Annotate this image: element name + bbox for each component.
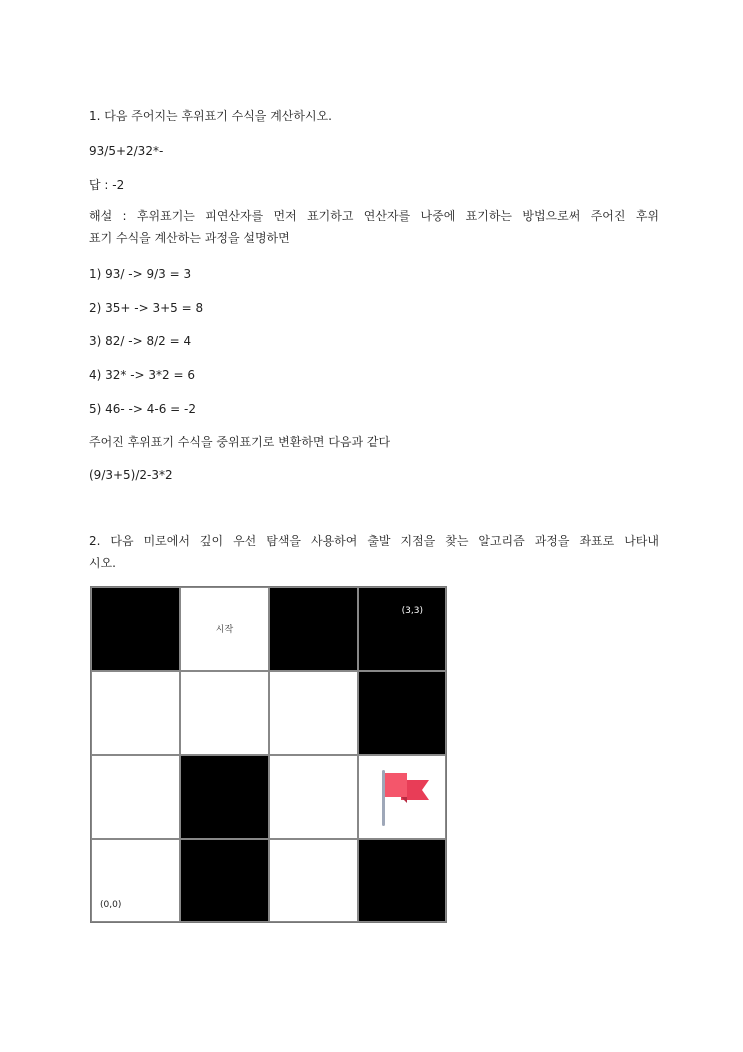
maze-cell-r1-c1 [180,671,269,755]
start-label: 시작 [215,625,234,635]
explanation-line-1: 해설 : 후위표기는 피연산자를 먼저 표기하고 연산자를 나중에 표기하는 방법으로써 주어진 후위 [89,209,659,223]
step-4: 4) 32* -> 3*2 = 6 [89,368,196,382]
step-3: 3) 82/ -> 8/2 = 4 [89,334,192,348]
explanation-line-2: 표기 수식을 계산하는 과정을 설명하면 [89,231,290,245]
question-2-title-line-1: 2. 다음 미로에서 깊이 우선 탐색을 사용하여 출발 지점을 찾는 알고리즘 과정을 좌표로 나타내 [89,534,659,548]
red-flag-icon [379,768,433,830]
bottom-left-coordinate: (0,0) [100,900,122,910]
maze-cell-r1-c0 [91,671,180,755]
explanation-paragraph [89,205,659,249]
maze-cell-r3-c3 [358,839,446,922]
question-2-title [89,530,659,574]
maze-cell-r3-c2 [269,839,358,922]
maze-cell-r2-c0 [91,755,180,839]
answer-text: 답 : -2 [89,178,125,192]
top-right-coordinate: (3,3) [401,606,423,616]
maze-cell-r2-c3 [358,755,446,839]
maze-cell-r1-c2 [269,671,358,755]
infix-intro: 주어진 후위표기 수식을 중위표기로 변환하면 다음과 같다 [89,435,391,449]
maze-cell-r0-c2 [269,587,358,671]
step-1: 1) 93/ -> 9/3 = 3 [89,267,192,281]
maze-grid [90,586,447,923]
question-1-title: 1. 다음 주어지는 후위표기 수식을 계산하시오. [89,109,332,123]
step-5: 5) 46- -> 4-6 = -2 [89,402,196,416]
maze-cell-r3-c1 [180,839,269,922]
maze-cell-r2-c1 [180,755,269,839]
maze-cell-r0-c1 [180,587,269,671]
maze-cell-r3-c0 [91,839,180,922]
maze-cell-r0-c3 [358,587,446,671]
maze-cell-r1-c3 [358,671,446,755]
maze-cell-r0-c0 [91,587,180,671]
step-2: 2) 35+ -> 3+5 = 8 [89,301,204,315]
postfix-expression: 93/5+2/32*- [89,144,164,158]
question-2-title-line-2: 시오. [89,556,116,570]
infix-expression: (9/3+5)/2-3*2 [89,468,173,482]
maze-cell-r2-c2 [269,755,358,839]
